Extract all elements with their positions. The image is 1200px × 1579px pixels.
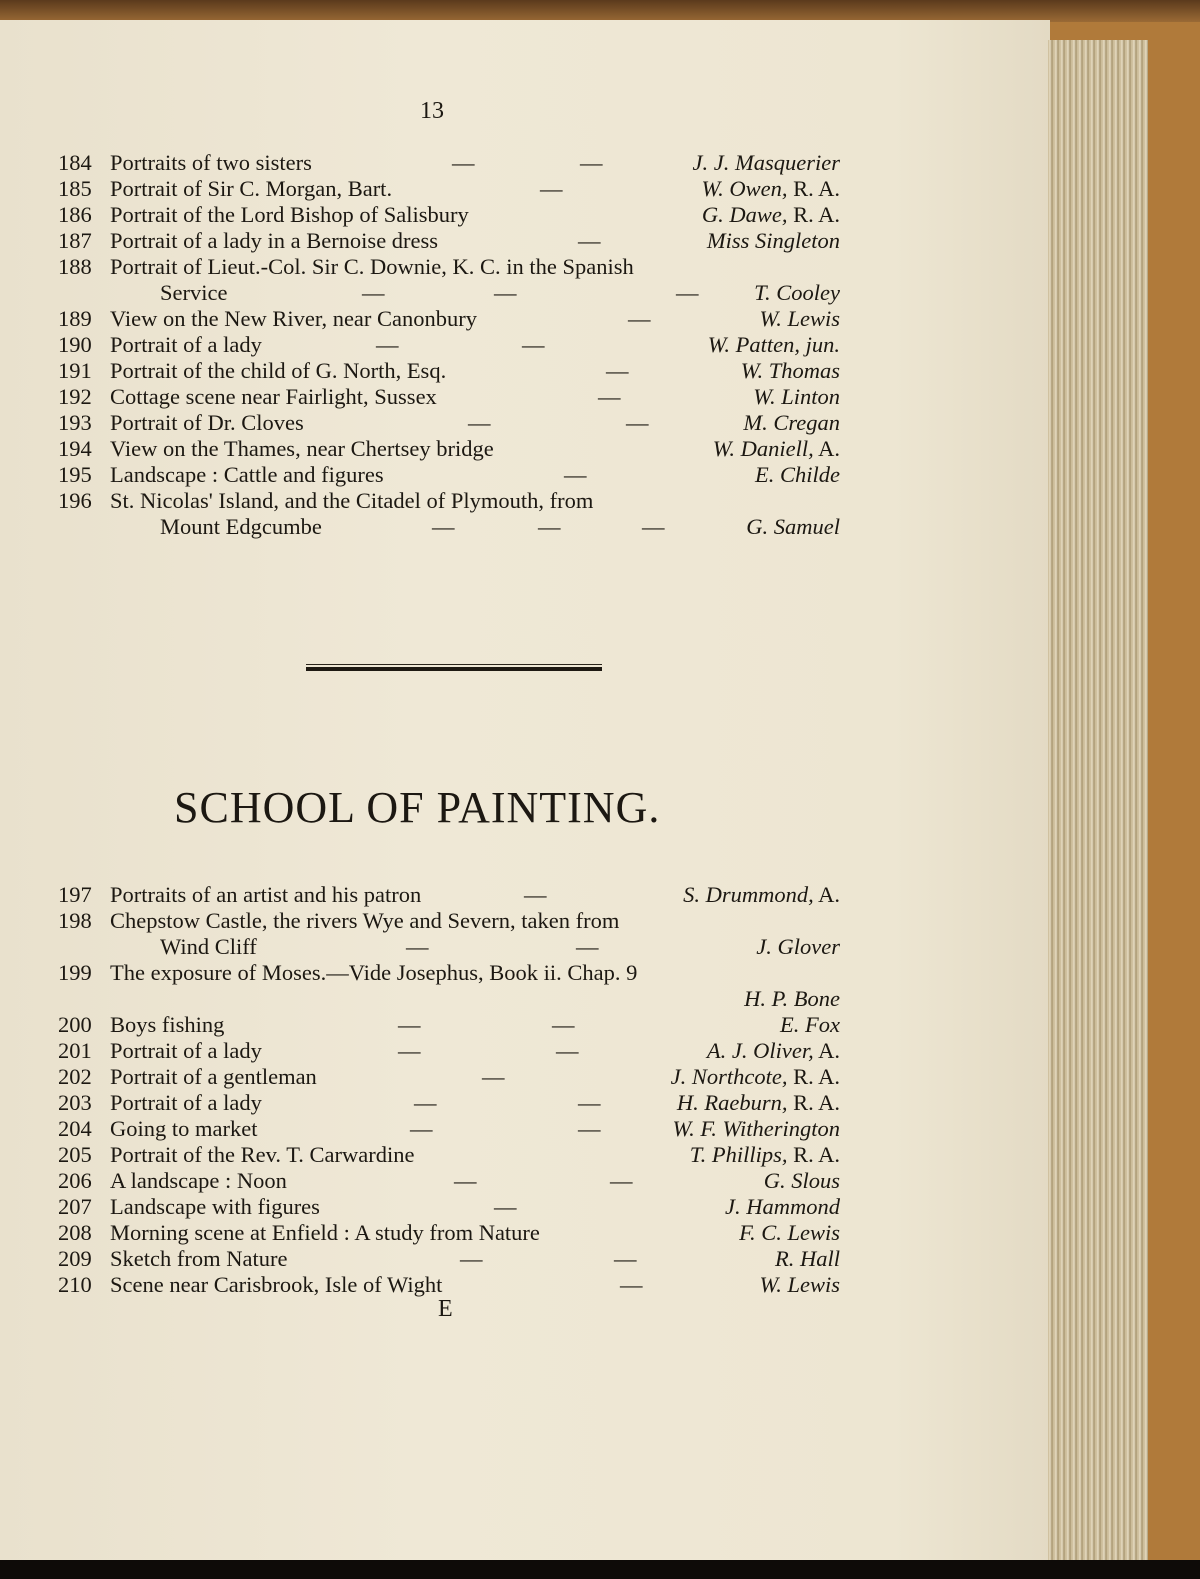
artist-name: J. Northcote, [670,1064,788,1089]
artist-honorific: R. A. [787,1142,840,1167]
artist-name: W. Thomas [740,358,840,383]
page-edges [1048,40,1148,1560]
entry-number: 200 [58,1012,92,1037]
catalogue-entry [0,150,1050,176]
entry-artist [753,384,840,410]
entry-artist [693,150,840,176]
entry-number: 191 [58,358,92,383]
leader-dash: — [398,1012,421,1037]
leader-dash: — [362,280,385,305]
entry-artist [764,1168,840,1194]
catalogue-entry [0,1168,1050,1194]
artist-honorific: R. A. [787,1064,840,1089]
leader-dash: — [376,332,399,357]
leader-dash: — [494,1194,517,1219]
artist-name: E. Childe [755,462,840,487]
artist-name: W. Owen, [701,176,788,201]
leader-dash: — [410,1116,433,1141]
entry-title: Landscape : Cattle and figures [110,462,384,487]
catalogue-entry [0,960,1050,986]
artist-name: S. Drummond, [683,882,814,907]
catalogue-entry [0,1272,1050,1298]
entry-title: Going to market [110,1116,258,1141]
leader-dash: — [610,1168,633,1193]
entry-artist [775,1246,840,1272]
entry-number: 203 [58,1090,92,1115]
entry-artist [743,410,840,436]
catalogue-entry [0,934,1050,960]
divider-thick-line [306,667,602,671]
entry-number: 188 [58,254,92,279]
catalogue-entry [0,1038,1050,1064]
entry-artist [780,1012,840,1038]
artist-name: Miss Singleton [706,228,840,253]
artist-name: W. Lewis [759,1272,840,1297]
leader-dash: — [620,1272,643,1297]
bottom-shadow [0,1560,1200,1579]
entry-title: Morning scene at Enfield : A study from Nature [110,1220,540,1245]
catalogue-entry [0,986,1050,1012]
catalogue-entry [0,1116,1050,1142]
leader-dash: — [406,934,429,959]
entry-artist [739,1220,840,1246]
leader-dash: — [494,280,517,305]
entry-number: 208 [58,1220,92,1245]
leader-dash: — [524,882,547,907]
artist-name: T. Phillips, [689,1142,788,1167]
entry-artist [701,176,840,202]
artist-name: G. Samuel [746,514,840,539]
entry-number: 205 [58,1142,92,1167]
leader-dash: — [606,358,629,383]
artist-name: R. Hall [775,1246,840,1271]
catalogue-entry [0,1194,1050,1220]
leader-dash: — [614,1246,637,1271]
artist-name: E. Fox [780,1012,840,1037]
artist-name: H. Raeburn, [676,1090,788,1115]
cover-top-edge [0,0,1200,22]
leader-dash: — [578,1116,601,1141]
entry-artist [756,934,840,960]
entry-title: View on the Thames, near Chertsey bridge [110,436,494,461]
entry-title: Portrait of a gentleman [110,1064,317,1089]
catalogue-entry [0,1220,1050,1246]
artist-name: G. Slous [763,1168,840,1193]
entry-title: Portrait of Lieut.-Col. Sir C. Downie, K. C. in the Spanish [110,254,634,279]
entry-artist [707,228,840,254]
catalogue-entry [0,280,1050,306]
entry-number: 207 [58,1194,92,1219]
catalogue-entry [0,514,1050,540]
leader-dash: — [642,514,665,539]
entry-number: 185 [58,176,92,201]
catalogue-entry [0,1064,1050,1090]
artist-name: W. F. Witherington [672,1116,840,1141]
entry-title: Chepstow Castle, the rivers Wye and Severn, taken from [110,908,620,933]
entry-number: 193 [58,410,92,435]
entry-artist [746,514,840,540]
catalogue-entry [0,306,1050,332]
section-divider [306,664,602,672]
artist-name: T. Cooley [754,280,840,305]
leader-dash: — [454,1168,477,1193]
artist-name: J. J. Masquerier [692,150,840,175]
artist-honorific: A. [813,436,840,461]
entry-title: Scene near Carisbrook, Isle of Wight [110,1272,443,1297]
entry-title: Portrait of the Rev. T. Carwardine [110,1142,415,1167]
entry-artist [713,436,840,462]
entry-title: View on the New River, near Canonbury [110,306,478,331]
entry-number: 196 [58,488,92,513]
entry-number: 206 [58,1168,92,1193]
artist-name: W. Lewis [759,306,840,331]
catalogue-entry [0,436,1050,462]
entry-artist [702,202,840,228]
leader-dash: — [552,1012,575,1037]
entry-artist [760,1272,840,1298]
leader-dash: — [580,150,603,175]
catalogue-entry [0,1142,1050,1168]
entry-artist [690,1142,840,1168]
artist-honorific: A. [813,1038,840,1063]
section-heading: SCHOOL OF PAINTING. [174,783,661,832]
leader-dash: — [482,1064,505,1089]
entry-number: 204 [58,1116,92,1141]
entry-number: 187 [58,228,92,253]
entry-artist [671,1064,840,1090]
entry-number: 186 [58,202,92,227]
entry-title: Service [160,280,228,305]
leader-dash: — [676,280,699,305]
entry-number: 199 [58,960,92,985]
artist-name: J. Glover [756,934,840,959]
entry-artist [707,1038,840,1064]
entry-artist [672,1116,840,1142]
leader-dash: — [398,1038,421,1063]
entry-number: 190 [58,332,92,357]
catalogue-entry [0,1246,1050,1272]
leader-dash: — [578,1090,601,1115]
entry-number: 192 [58,384,92,409]
leader-dash: — [460,1246,483,1271]
entry-title: Wind Cliff [160,934,257,959]
artist-name: J. Hammond [725,1194,840,1219]
artist-honorific: R. A. [787,176,840,201]
artist-honorific: R. A. [787,202,840,227]
artist-name: H. P. Bone [744,986,840,1011]
entry-number: 197 [58,882,92,907]
leader-dash: — [598,384,621,409]
entry-artist [754,280,840,306]
entry-title: Mount Edgcumbe [160,514,322,539]
divider-thin-line [306,664,602,665]
entry-title: Portrait of the Lord Bishop of Salisbury [110,202,469,227]
catalogue-entry [0,176,1050,202]
entry-artist [755,462,840,488]
entry-artist [708,332,840,358]
catalogue-entry [0,384,1050,410]
leader-dash: — [578,228,601,253]
catalogue-entry [0,202,1050,228]
catalogue-entry [0,410,1050,436]
entry-title: Cottage scene near Fairlight, Sussex [110,384,437,409]
entry-title: Portraits of an artist and his patron [110,882,422,907]
artist-name: M. Cregan [743,410,840,435]
artist-name: F. C. Lewis [739,1220,840,1245]
entry-artist [677,1090,840,1116]
leader-dash: — [556,1038,579,1063]
entry-title: Portrait of Sir C. Morgan, Bart. [110,176,393,201]
entry-artist [760,306,840,332]
artist-name: W. Linton [753,384,840,409]
leader-dash: — [452,150,475,175]
leader-dash: — [522,332,545,357]
signature-mark: E [438,1296,453,1322]
entry-title: A landscape : Noon [110,1168,287,1193]
artist-honorific: R. A. [787,1090,840,1115]
entry-title: Portrait of a lady [110,1038,262,1063]
catalogue-entry [0,332,1050,358]
entry-artist [725,1194,840,1220]
artist-honorific: A. [813,882,840,907]
entry-title: Portrait of the child of G. North, Esq. [110,358,447,383]
catalogue-entry [0,1012,1050,1038]
leader-dash: — [432,514,455,539]
leader-dash: — [564,462,587,487]
entry-number: 201 [58,1038,92,1063]
artist-name: W. Patten, jun. [707,332,840,357]
catalogue-entry [0,488,1050,514]
entry-title: Landscape with figures [110,1194,320,1219]
leader-dash: — [540,176,563,201]
entry-number: 195 [58,462,92,487]
entry-title: Portrait of a lady [110,1090,262,1115]
artist-name: G. Dawe, [701,202,788,227]
entry-number: 209 [58,1246,92,1271]
entry-number: 210 [58,1272,92,1297]
entry-title: Portrait of Dr. Cloves [110,410,304,435]
leader-dash: — [468,410,491,435]
entry-artist [741,358,840,384]
page-number: 13 [420,98,444,124]
leader-dash: — [414,1090,437,1115]
leader-dash: — [626,410,649,435]
leader-dash: — [576,934,599,959]
catalogue-entry [0,462,1050,488]
entry-title: Portraits of two sisters [110,150,312,175]
entry-title: Boys fishing [110,1012,225,1037]
entry-title: Sketch from Nature [110,1246,288,1271]
entry-title: St. Nicolas' Island, and the Citadel of Plymouth, from [110,488,594,513]
catalogue-entry [0,254,1050,280]
entry-number: 202 [58,1064,92,1089]
catalogue-entry [0,358,1050,384]
entry-number: 194 [58,436,92,461]
entry-title: Portrait of a lady in a Bernoise dress [110,228,439,253]
artist-name: A. J. Oliver, [706,1038,814,1063]
entry-artist [744,986,840,1012]
catalogue-entry [0,1090,1050,1116]
entry-title: The exposure of Moses.—Vide Josephus, Book ii. Chap. 9 [110,960,638,985]
entry-title: Portrait of a lady [110,332,262,357]
leader-dash: — [538,514,561,539]
entry-artist [683,882,840,908]
catalogue-entry [0,228,1050,254]
entry-number: 198 [58,908,92,933]
entry-number: 184 [58,150,92,175]
entry-number: 189 [58,306,92,331]
artist-name: W. Daniell, [712,436,814,461]
leader-dash: — [628,306,651,331]
catalogue-entry [0,908,1050,934]
catalogue-entry [0,882,1050,908]
